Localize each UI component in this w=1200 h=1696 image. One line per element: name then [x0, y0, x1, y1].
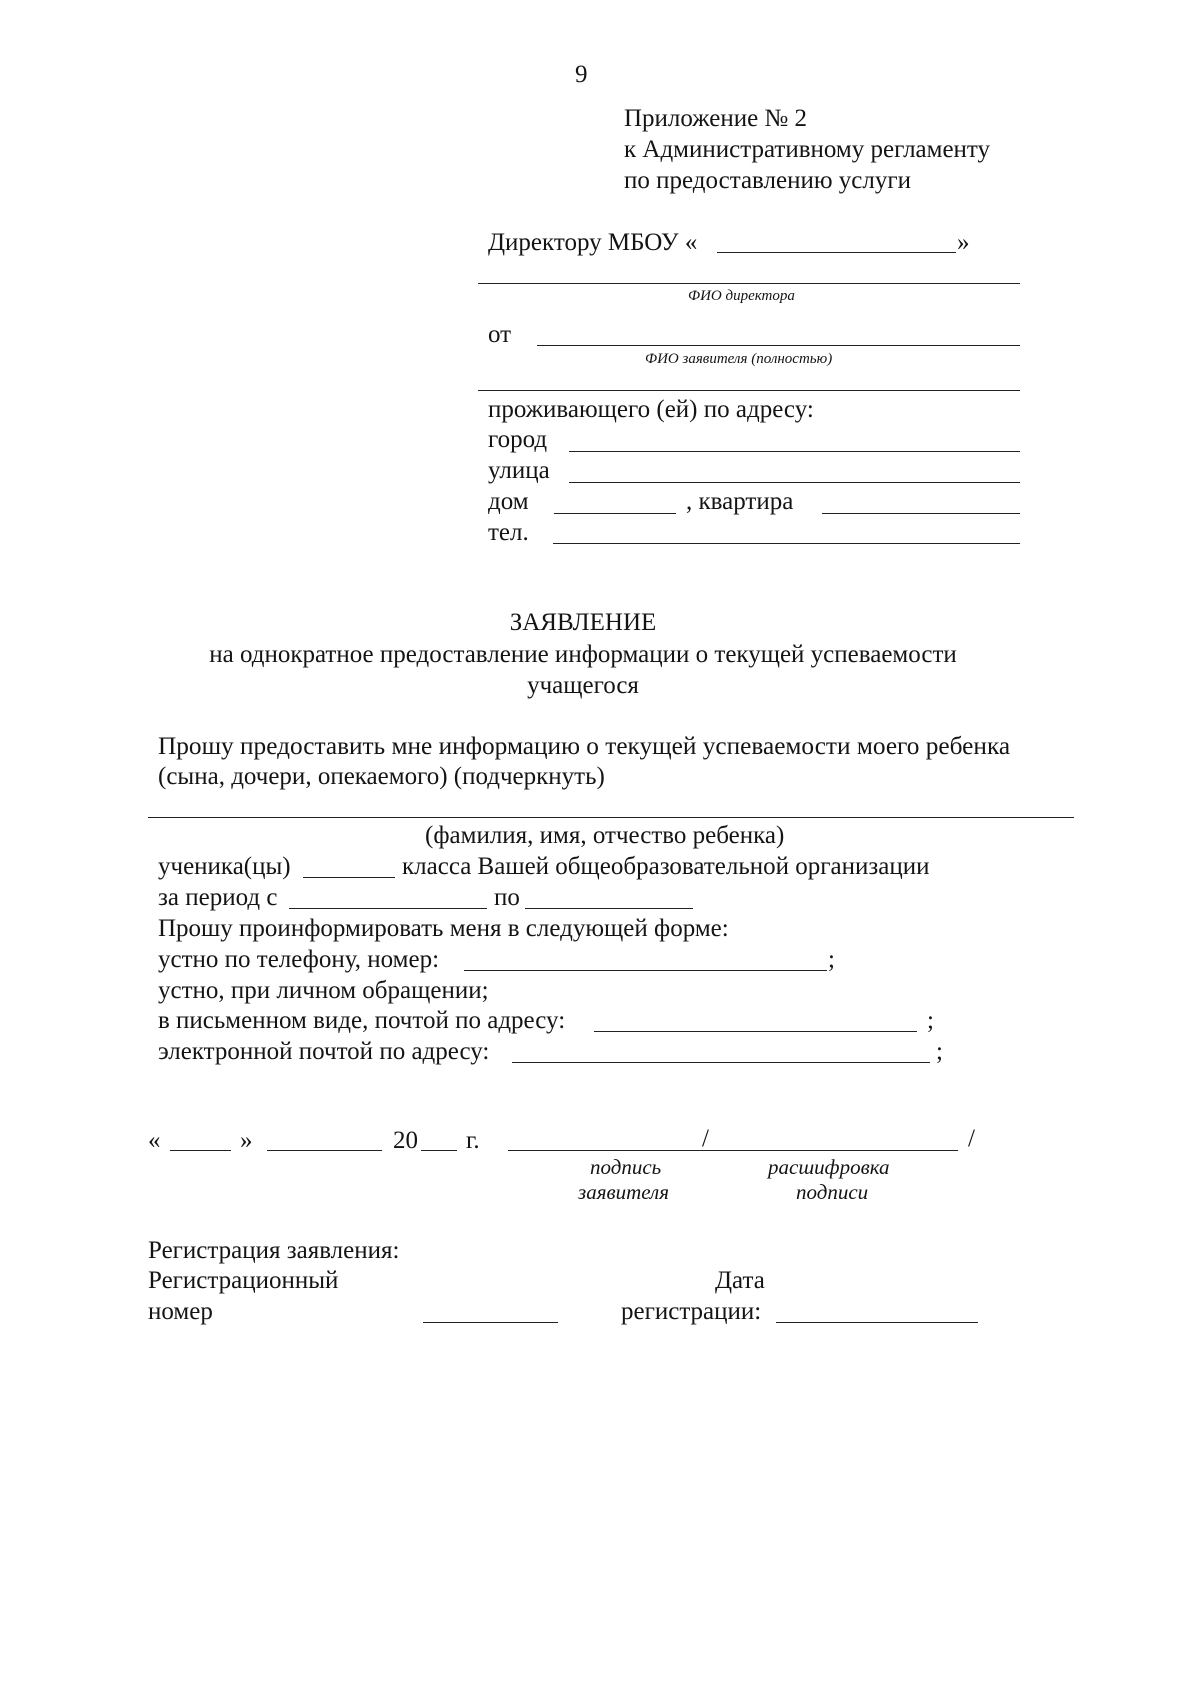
child-caption: (фамилия, имя, отчество ребенка)	[425, 822, 785, 849]
applicant-name-field-2[interactable]	[478, 390, 1020, 391]
signature-slash-2: /	[968, 1125, 975, 1152]
signature-caption-1: подпись	[590, 1155, 662, 1179]
signature-caption-2: заявителя	[578, 1180, 669, 1204]
registration-date-label-1: Дата	[715, 1267, 765, 1294]
option-post-label: в письменном виде, почтой по адресу:	[158, 1007, 566, 1034]
director-name-field[interactable]	[478, 283, 1020, 284]
director-caption: ФИО директора	[688, 288, 795, 304]
appendix-line-1: Приложение № 2	[624, 105, 808, 132]
period-to-field[interactable]	[525, 908, 693, 909]
street-field[interactable]	[569, 482, 1020, 483]
address-label: проживающего (ей) по адресу:	[488, 396, 814, 423]
school-name-field[interactable]	[717, 252, 956, 253]
director-prefix: Директору МБОУ «	[488, 229, 698, 256]
registration-number-label-1: Регистрационный	[148, 1267, 339, 1294]
option-phone-field[interactable]	[464, 970, 827, 971]
applicant-caption: ФИО заявителя (полностью)	[645, 351, 833, 367]
date-month-field[interactable]	[267, 1150, 382, 1151]
document-subtitle-1: на однократное предоставление информации о текущей успеваемости	[209, 641, 957, 668]
appendix-line-2: к Административному регламенту	[624, 136, 991, 163]
class-field[interactable]	[303, 877, 395, 878]
page-number: 9	[575, 61, 588, 88]
request-line-2: (сына, дочери, опекаемого) (подчеркнуть)	[158, 763, 605, 790]
decode-caption-2: подписи	[796, 1180, 869, 1204]
registration-number-label-2: номер	[148, 1298, 213, 1325]
pupil-prefix: ученика(цы)	[158, 853, 291, 880]
date-year-field[interactable]	[421, 1150, 457, 1151]
option-phone-label: устно по телефону, номер:	[158, 946, 440, 973]
signature-slash-1: /	[702, 1125, 709, 1152]
street-label: улица	[488, 457, 550, 484]
date-quote-close: »	[240, 1127, 253, 1154]
apartment-label: , квартира	[686, 488, 794, 515]
document-subtitle-2: учащегося	[527, 672, 639, 699]
date-day-field[interactable]	[170, 1150, 231, 1151]
city-label: город	[488, 426, 548, 453]
director-suffix: »	[957, 229, 970, 256]
house-field[interactable]	[554, 513, 676, 514]
registration-number-field[interactable]	[423, 1322, 558, 1323]
date-quote-open: «	[148, 1127, 161, 1154]
from-label: от	[488, 321, 512, 348]
period-from-label: за период с	[158, 884, 278, 911]
pupil-suffix: класса Вашей общеобразовательной организации	[402, 853, 930, 880]
registration-date-field[interactable]	[776, 1322, 978, 1323]
applicant-name-field[interactable]	[537, 345, 1020, 346]
date-year-suffix: г.	[466, 1127, 480, 1154]
city-field[interactable]	[569, 451, 1020, 452]
option-email-label: электронной почтой по адресу:	[158, 1038, 490, 1065]
option-email-field[interactable]	[512, 1062, 930, 1063]
appendix-line-3: по предоставлению услуги	[624, 167, 911, 194]
option-phone-semicolon: ;	[828, 946, 835, 973]
request-line-1: Прошу предоставить мне информацию о текущей успеваемости моего ребенка	[158, 732, 1011, 760]
option-post-semicolon: ;	[927, 1007, 934, 1034]
period-from-field[interactable]	[289, 908, 487, 909]
phone-label: тел.	[488, 519, 529, 546]
phone-field[interactable]	[553, 543, 1020, 544]
document-title: ЗАЯВЛЕНИЕ	[509, 609, 657, 636]
child-name-field[interactable]	[148, 817, 1074, 818]
house-label: дом	[488, 488, 529, 515]
option-post-field[interactable]	[594, 1031, 917, 1032]
decode-caption-1: расшифровка	[768, 1155, 890, 1179]
registration-heading: Регистрация заявления:	[148, 1237, 400, 1264]
signature-field[interactable]	[508, 1150, 958, 1151]
option-email-semicolon: ;	[936, 1038, 943, 1065]
apartment-field[interactable]	[822, 513, 1020, 514]
date-year-prefix: 20	[393, 1127, 418, 1154]
inform-intro: Прошу проинформировать меня в следующей форме:	[158, 915, 729, 942]
option-personal-label: устно, при личном обращении;	[158, 977, 489, 1004]
registration-date-label-2: регистрации:	[621, 1298, 762, 1325]
period-to-label: по	[494, 884, 520, 911]
